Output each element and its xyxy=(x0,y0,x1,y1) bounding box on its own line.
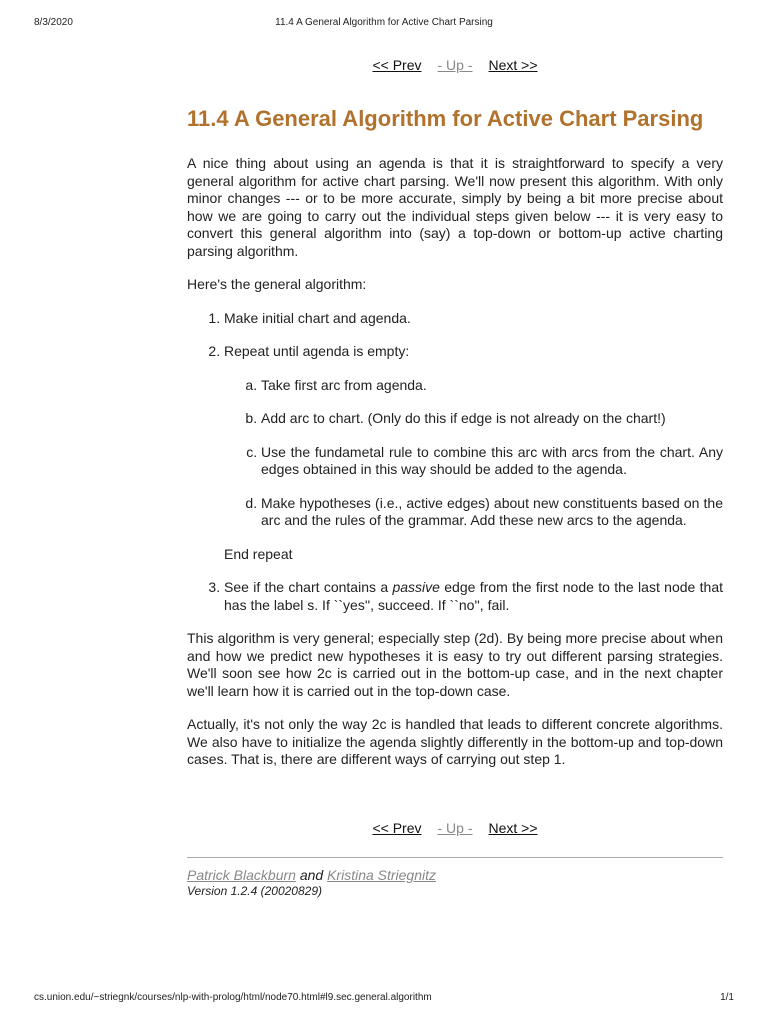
up-link-bottom[interactable]: - Up - xyxy=(437,820,473,836)
step-3-emphasis: passive xyxy=(392,579,440,595)
print-page-number: 1/1 xyxy=(720,992,734,1003)
prev-link-bottom[interactable]: << Prev xyxy=(372,820,422,836)
step-3-before: See if the chart contains a xyxy=(224,579,393,595)
step-2-text: Repeat until agenda is empty: xyxy=(224,343,410,359)
step-2-substeps xyxy=(224,377,723,530)
print-title: 11.4 A General Algorithm for Active Chart Parsing xyxy=(275,17,493,28)
substep-c: c. Use the fundametal rule to combine this arc with arcs from the chart. Any edges obtained in this way should be added to the agenda. xyxy=(261,444,723,479)
step-3-after: edge from the first node to the last node that has the label s. If ``yes'', succeed. If ``no'', fail. xyxy=(224,579,724,613)
page-title: 11.4 A General Algorithm for Active Chart Parsing xyxy=(187,106,704,131)
algorithm-steps xyxy=(187,310,723,615)
substep-a: a. Take first arc from agenda. xyxy=(261,377,723,395)
step-1: 1. Make initial chart and agenda. xyxy=(224,310,723,328)
next-link-bottom[interactable]: Next >> xyxy=(488,820,538,836)
main-content xyxy=(187,105,723,785)
intro-paragraph: A nice thing about using an agenda is that it is straightforward to specify a very general algorithm for active chart parsing. We'll now present this algorithm. With only minor changes --- or to be more accurate, simply by being a bit more precise about how we are going to carry out the individual steps given below --- it is very easy to convert this general algorithm into (say) a top-down or bottom-up active charting parsing algorithm. xyxy=(187,155,723,259)
general-paragraph: This algorithm is very general; especially step (2d). By being more precise about when and how we predict new hypotheses it is easy to try out different parsing strategies. We'll soon see how 2c is carried out in the bottom-up case, and in the next chapter we'll learn how it is carried out in the top-down case. xyxy=(187,630,723,699)
end-repeat: End repeat xyxy=(224,545,293,562)
author-2-link[interactable]: Kristina Striegnitz xyxy=(327,867,437,883)
prev-link[interactable]: << Prev xyxy=(372,57,422,73)
next-link[interactable]: Next >> xyxy=(488,57,538,73)
top-navigation xyxy=(187,57,723,73)
authors xyxy=(187,867,723,883)
step-3 xyxy=(224,579,723,614)
author-1-link[interactable]: Patrick Blackburn xyxy=(187,867,296,883)
print-date: 8/3/2020 xyxy=(34,17,73,28)
print-footer xyxy=(0,992,768,1006)
signature xyxy=(187,857,723,898)
version-info: Version 1.2.4 (20020829) xyxy=(187,884,322,898)
print-header xyxy=(0,17,768,31)
up-link[interactable]: - Up - xyxy=(437,57,473,73)
algorithm-intro: Here's the general algorithm: xyxy=(187,276,367,292)
substep-b: b. Add arc to chart. (Only do this if edge is not already on the chart!) xyxy=(261,410,723,428)
bottom-navigation xyxy=(187,820,723,836)
authors-and: and xyxy=(295,867,328,883)
actually-paragraph: Actually, it's not only the way 2c is handled that leads to different concrete algorithms. We also have to initialize the agenda slightly differently in the bottom-up and top-down cases. That is, there are different ways of carrying out step 1. xyxy=(187,716,723,767)
substep-d: d. Make hypotheses (i.e., active edges) about new constituents based on the arc and the rules of the grammar. Add these new arcs to the agenda. xyxy=(261,495,723,530)
step-2 xyxy=(224,343,723,563)
print-url: cs.union.edu/~striegnk/courses/nlp-with-prolog/html/node70.html#l9.sec.general.algorithm xyxy=(34,992,432,1003)
